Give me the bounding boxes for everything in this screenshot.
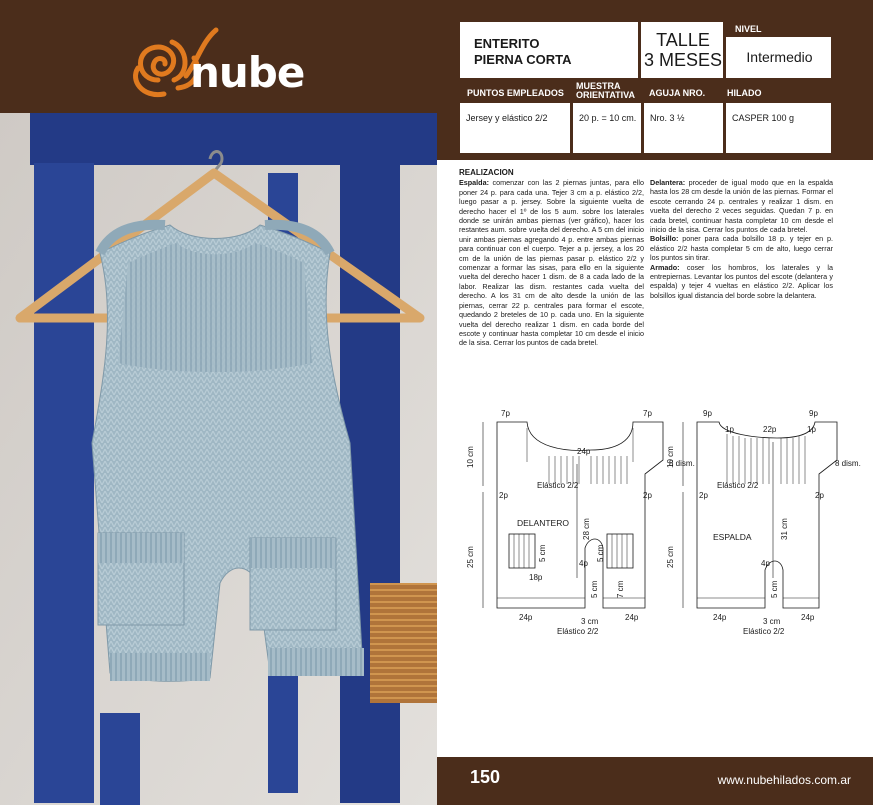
gauge-value: 20 p. = 10 cm. (579, 113, 637, 123)
armado-text: coser los hombros, los laterales y la entrepiernas. Levantar los puntos del escote (delantera y espalda) y tejer 4 vueltas en elástico 2/2. Aplicar los bolsillos igual distancia del borde sobre la delantera. (650, 262, 833, 300)
back-crotch: 4p (761, 559, 770, 568)
front-dism: 8 dism. (669, 459, 695, 468)
bolsillo-text: poner para cada bolsillo 18 p. y tejer en p. elástico 2/2 hasta completar 5 cm de alto, luego cerrar los puntos sin tirar. (650, 234, 834, 263)
title-line-2: PIERNA CORTA (474, 52, 572, 67)
title-box (459, 21, 639, 79)
front-pocket-width: 18p (529, 573, 543, 582)
title-line-1: ENTERITO (474, 36, 540, 51)
front-crotch: 4p (579, 559, 588, 568)
front-pocket-right-h: 5 cm (596, 544, 605, 562)
front-side-right: 2p (643, 491, 652, 500)
stitches-value: Jersey y elástico 2/2 (466, 113, 548, 123)
back-leg-left: 24p (713, 613, 727, 622)
front-pocket-left-h: 5 cm (538, 544, 547, 562)
front-crotch-w: 3 cm (581, 617, 599, 626)
back-top-right: 9p (809, 409, 818, 418)
front-crotch-h: 5 cm (590, 580, 599, 598)
back-height-upper: 10 cm (666, 446, 675, 468)
back-elastic-bottom: Elástico 2/2 (743, 627, 785, 636)
delantera-text: proceder de igual modo que en la espalda hasta los 28 cm desde la unión de las piernas. Formar el escote cerrando 24 p. centrales y realizar 1 dism. en vuelta del derecho 2 veces seguidas. Quedan 7 p. en cada bretel, continuar hasta completar 10 cm desde el inicio de la sisa. Cerrar los puntos de cada bretel. (650, 178, 834, 235)
pattern-header (437, 0, 873, 160)
size-label: TALLE (656, 30, 710, 50)
back-dism: 8 dism. (835, 459, 861, 468)
back-center-height: 31 cm (780, 518, 789, 540)
front-schematic (483, 422, 663, 608)
gauge-label: MUESTRA ORIENTATIVA (576, 81, 635, 100)
back-leg-right: 24p (801, 613, 815, 622)
page-footer (437, 757, 873, 805)
pattern-title (474, 36, 572, 68)
front-neck: 24p (577, 447, 591, 456)
front-center-height: 28 cm (582, 518, 591, 540)
back-neck-right: 1p (807, 425, 816, 434)
yarn-label: HILADO (727, 88, 762, 98)
back-crotch-h: 5 cm (770, 580, 779, 598)
product-photo (0, 113, 437, 805)
front-side-left: 2p (499, 491, 508, 500)
instructions-col-2 (650, 178, 833, 300)
front-height-lower: 25 cm (466, 546, 475, 568)
level-label: NIVEL (735, 24, 762, 34)
back-crotch-w: 3 cm (763, 617, 781, 626)
needle-label: AGUJA NRO. (649, 88, 706, 98)
level-value: Intermedio (746, 49, 813, 65)
stitches-cell (459, 102, 571, 154)
back-label: ESPALDA (713, 532, 752, 542)
back-side-right: 2p (815, 491, 824, 500)
back-neck: 22p (763, 425, 777, 434)
brand-wordmark: nube (190, 48, 305, 97)
size-text (641, 30, 725, 70)
front-elastic-bottom: Elástico 2/2 (557, 627, 599, 636)
front-top-left: 7p (501, 409, 510, 418)
bolsillo-label: Bolsillo: (650, 234, 679, 244)
front-elastic-top: Elástico 2/2 (537, 481, 579, 490)
espalda-label: Espalda: (459, 178, 489, 188)
needle-value: Nro. 3 ½ (650, 113, 685, 123)
size-value: 3 MESES (643, 50, 723, 70)
espalda-text: comenzar con las 2 piernas juntas, para ello poner 24 p. para cada una. Tejer 3 cm a p. elástico 2/2, luego pasar a p. jersey. Sobre la siguiente vuelta de derecho hacer el 1º de los 5 aum. sobre los laterales donde se unirán ambas piernas (ver gráfico), hacer los restantes aum. sobre vuelta del derecho. A 5 cm del inicio unir ambas piernas agregando 4 p. entre ambas piernas para continuar con el cuerpo. Tejer a p. jersey, a los 20 cm de la unión de las piernas pasar p. elástico 2/2 y comenzar a formar las sisas, para ello en la siguiente vuelta del derecho hacer 1 dism. de 8 a cada lado de la labor. Realizar las dism. restantes cada vuelta del derecho. A los 31 cm de alto desde la unión de las piernas, cerrar 22 p. centrales para formar el escote, quedando 2 breteles de 10 p. cada uno. En la siguiente vuelta del derecho realizar 1 dism. en cada borde del escote y continuar hasta completar 10 cm desde el inicio de la sisa. Cerrar los puntos de cada bretel. (459, 178, 644, 348)
front-leg-left: 24p (519, 613, 533, 622)
website-url: www.nubehilados.com.ar (717, 773, 851, 787)
yarn-cell (725, 102, 832, 154)
schematic-diagrams (457, 398, 861, 648)
front-leg-right: 24p (625, 613, 639, 622)
page-number: 150 (470, 767, 501, 787)
yarn-value: CASPER 100 g (732, 113, 795, 123)
delantera-label: Delantera: (650, 178, 686, 187)
armado-label: Armado: (650, 262, 680, 272)
size-box (640, 21, 724, 79)
pattern-sheet (437, 0, 873, 805)
front-top-right: 7p (643, 409, 652, 418)
back-neck-left: 1p (725, 425, 734, 434)
instructions-col-1 (459, 168, 644, 348)
front-leg-h: 7 cm (616, 580, 625, 598)
back-side-left: 2p (699, 491, 708, 500)
front-height-upper: 10 cm (466, 446, 475, 468)
stitches-label: PUNTOS EMPLEADOS (467, 88, 564, 98)
back-top-left: 9p (703, 409, 712, 418)
brand-band (0, 0, 437, 113)
needle-cell (643, 102, 724, 154)
level-box (725, 36, 832, 79)
back-height-lower: 25 cm (666, 546, 675, 568)
back-elastic-top: Elástico 2/2 (717, 481, 759, 490)
instructions-heading: REALIZACION (459, 168, 514, 177)
front-label: DELANTERO (517, 518, 569, 528)
back-schematic (683, 422, 837, 608)
gauge-cell (572, 102, 642, 154)
